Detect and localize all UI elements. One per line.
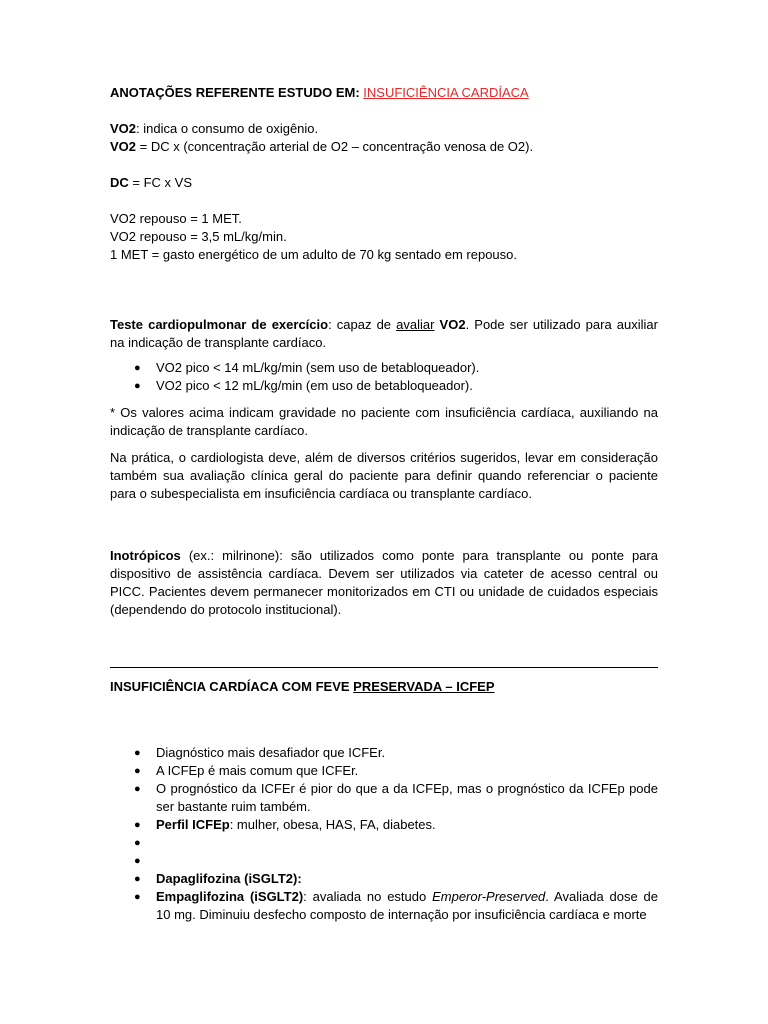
vo2-formula-label: VO2 (110, 139, 137, 154)
bullet-icon: ● (134, 362, 141, 374)
icfep-list (110, 744, 658, 924)
dc-formula (110, 174, 658, 192)
cardiopulmonar-vo2: VO2 (439, 317, 466, 332)
bullet-icon: ● (134, 855, 141, 867)
vo2-formula (110, 138, 658, 156)
list-item (110, 888, 658, 924)
list-item (110, 377, 658, 395)
heading-topic: INSUFICIÊNCIA CARDÍACA (363, 85, 529, 100)
icfep-item-3: O prognóstico da ICFEr é pior do que a da ICFEp, mas o prognóstico da ICFEp pode ser bastante ruim também. (156, 781, 658, 814)
list-item (110, 744, 658, 762)
cardiopulmonar-text-a: : capaz de (328, 317, 397, 332)
list-item (110, 870, 658, 888)
inotropicos-text: (ex.: milrinone): são utilizados como ponte para transplante ou ponte para dispositivo de assistência cardíaca. Devem ser utilizados via cateter de acesso central ou PICC. Pacientes devem permanecer monitorizados em CTI ou unidade de cuidados especiais (dependendo do protocolo institucional). (110, 548, 658, 617)
met-line-2: VO2 repouso = 3,5 mL/kg/min. (110, 229, 287, 244)
document-page (110, 84, 658, 924)
list-item (110, 816, 658, 834)
icfep-item-4-text: : mulher, obesa, HAS, FA, diabetes. (229, 817, 436, 832)
list-item (110, 359, 658, 377)
bullet-icon: ● (134, 380, 141, 392)
inotropicos-paragraph (110, 547, 658, 619)
bullet-icon: ● (134, 765, 141, 777)
list-item (110, 762, 658, 780)
icfep-title-underlined: PRESERVADA – ICFEP (353, 679, 495, 694)
met-line-3: 1 MET = gasto energético de um adulto de 70 kg sentado em repouso. (110, 247, 517, 262)
vo2-formula-text: = DC x (concentração arterial de O2 – concentração venosa de O2). (136, 139, 534, 154)
vo2-pico-list (110, 359, 658, 395)
document-heading (110, 84, 658, 102)
heading-prefix: ANOTAÇÕES REFERENTE ESTUDO EM: (110, 85, 364, 100)
dc-label: DC (110, 175, 129, 190)
icfep-item-1: Diagnóstico mais desafiador que ICFEr. (156, 745, 386, 760)
met-line-1: VO2 repouso = 1 MET. (110, 211, 242, 226)
bullet-icon: ● (134, 873, 141, 885)
list-item (110, 780, 658, 816)
icfep-title-prefix: INSUFICIÊNCIA CARDÍACA COM FEVE (110, 679, 354, 694)
vo2-pico-item-2: VO2 pico < 12 mL/kg/min (em uso de betabloqueador). (156, 378, 473, 393)
list-item (110, 852, 658, 870)
vo2-definition-text: : indica o consumo de oxigênio. (136, 121, 319, 136)
bullet-icon: ● (134, 747, 141, 759)
dc-formula-text: = FC x VS (128, 175, 192, 190)
icfep-item-8-text-b: . Avaliada dose de 10 mg. Diminuiu desfecho composto de internação por insuficiência cardíaca e morte (156, 889, 659, 922)
bullet-icon: ● (134, 819, 141, 831)
icfep-item-8-text-a: : avaliada no estudo (303, 889, 433, 904)
inotropicos-label: Inotrópicos (110, 548, 181, 563)
cardiopulmonar-paragraph (110, 316, 658, 352)
cardiopulmonar-text-c: . Pode ser utilizado para auxiliar na indicação de transplante cardíaco. (110, 317, 658, 350)
icfep-title (110, 678, 658, 696)
cardiopulmonar-avaliar: avaliar (396, 317, 435, 332)
vo2-definition (110, 120, 658, 138)
pratica-paragraph: Na prática, o cardiologista deve, além de diversos critérios sugeridos, levar em consideração também sua avaliação clínica geral do paciente para definir quando referenciar o paciente para o subespecialista em insuficiência cardíaca ou transplante cardíaco. (110, 450, 658, 501)
list-item (110, 834, 658, 852)
icfep-item-8-italic: Emperor-Preserved (432, 889, 546, 904)
icfep-item-7-label: Dapaglifozina (iSGLT2): (156, 871, 302, 886)
bullet-icon: ● (134, 783, 141, 795)
vo2-label: VO2 (110, 121, 137, 136)
icfep-item-4-label: Perfil ICFEp (156, 817, 230, 832)
gravidade-note: * Os valores acima indicam gravidade no paciente com insuficiência cardíaca, auxiliando na indicação de transplante cardíaco. (110, 405, 658, 438)
vo2-pico-item-1: VO2 pico < 14 mL/kg/min (sem uso de betabloqueador). (156, 360, 480, 375)
icfep-item-8-label: Empaglifozina (iSGLT2) (156, 889, 304, 904)
bullet-icon: ● (134, 891, 141, 903)
icfep-item-2: A ICFEp é mais comum que ICFEr. (156, 763, 359, 778)
cardiopulmonar-label: Teste cardiopulmonar de exercício (110, 317, 329, 332)
bullet-icon: ● (134, 837, 141, 849)
